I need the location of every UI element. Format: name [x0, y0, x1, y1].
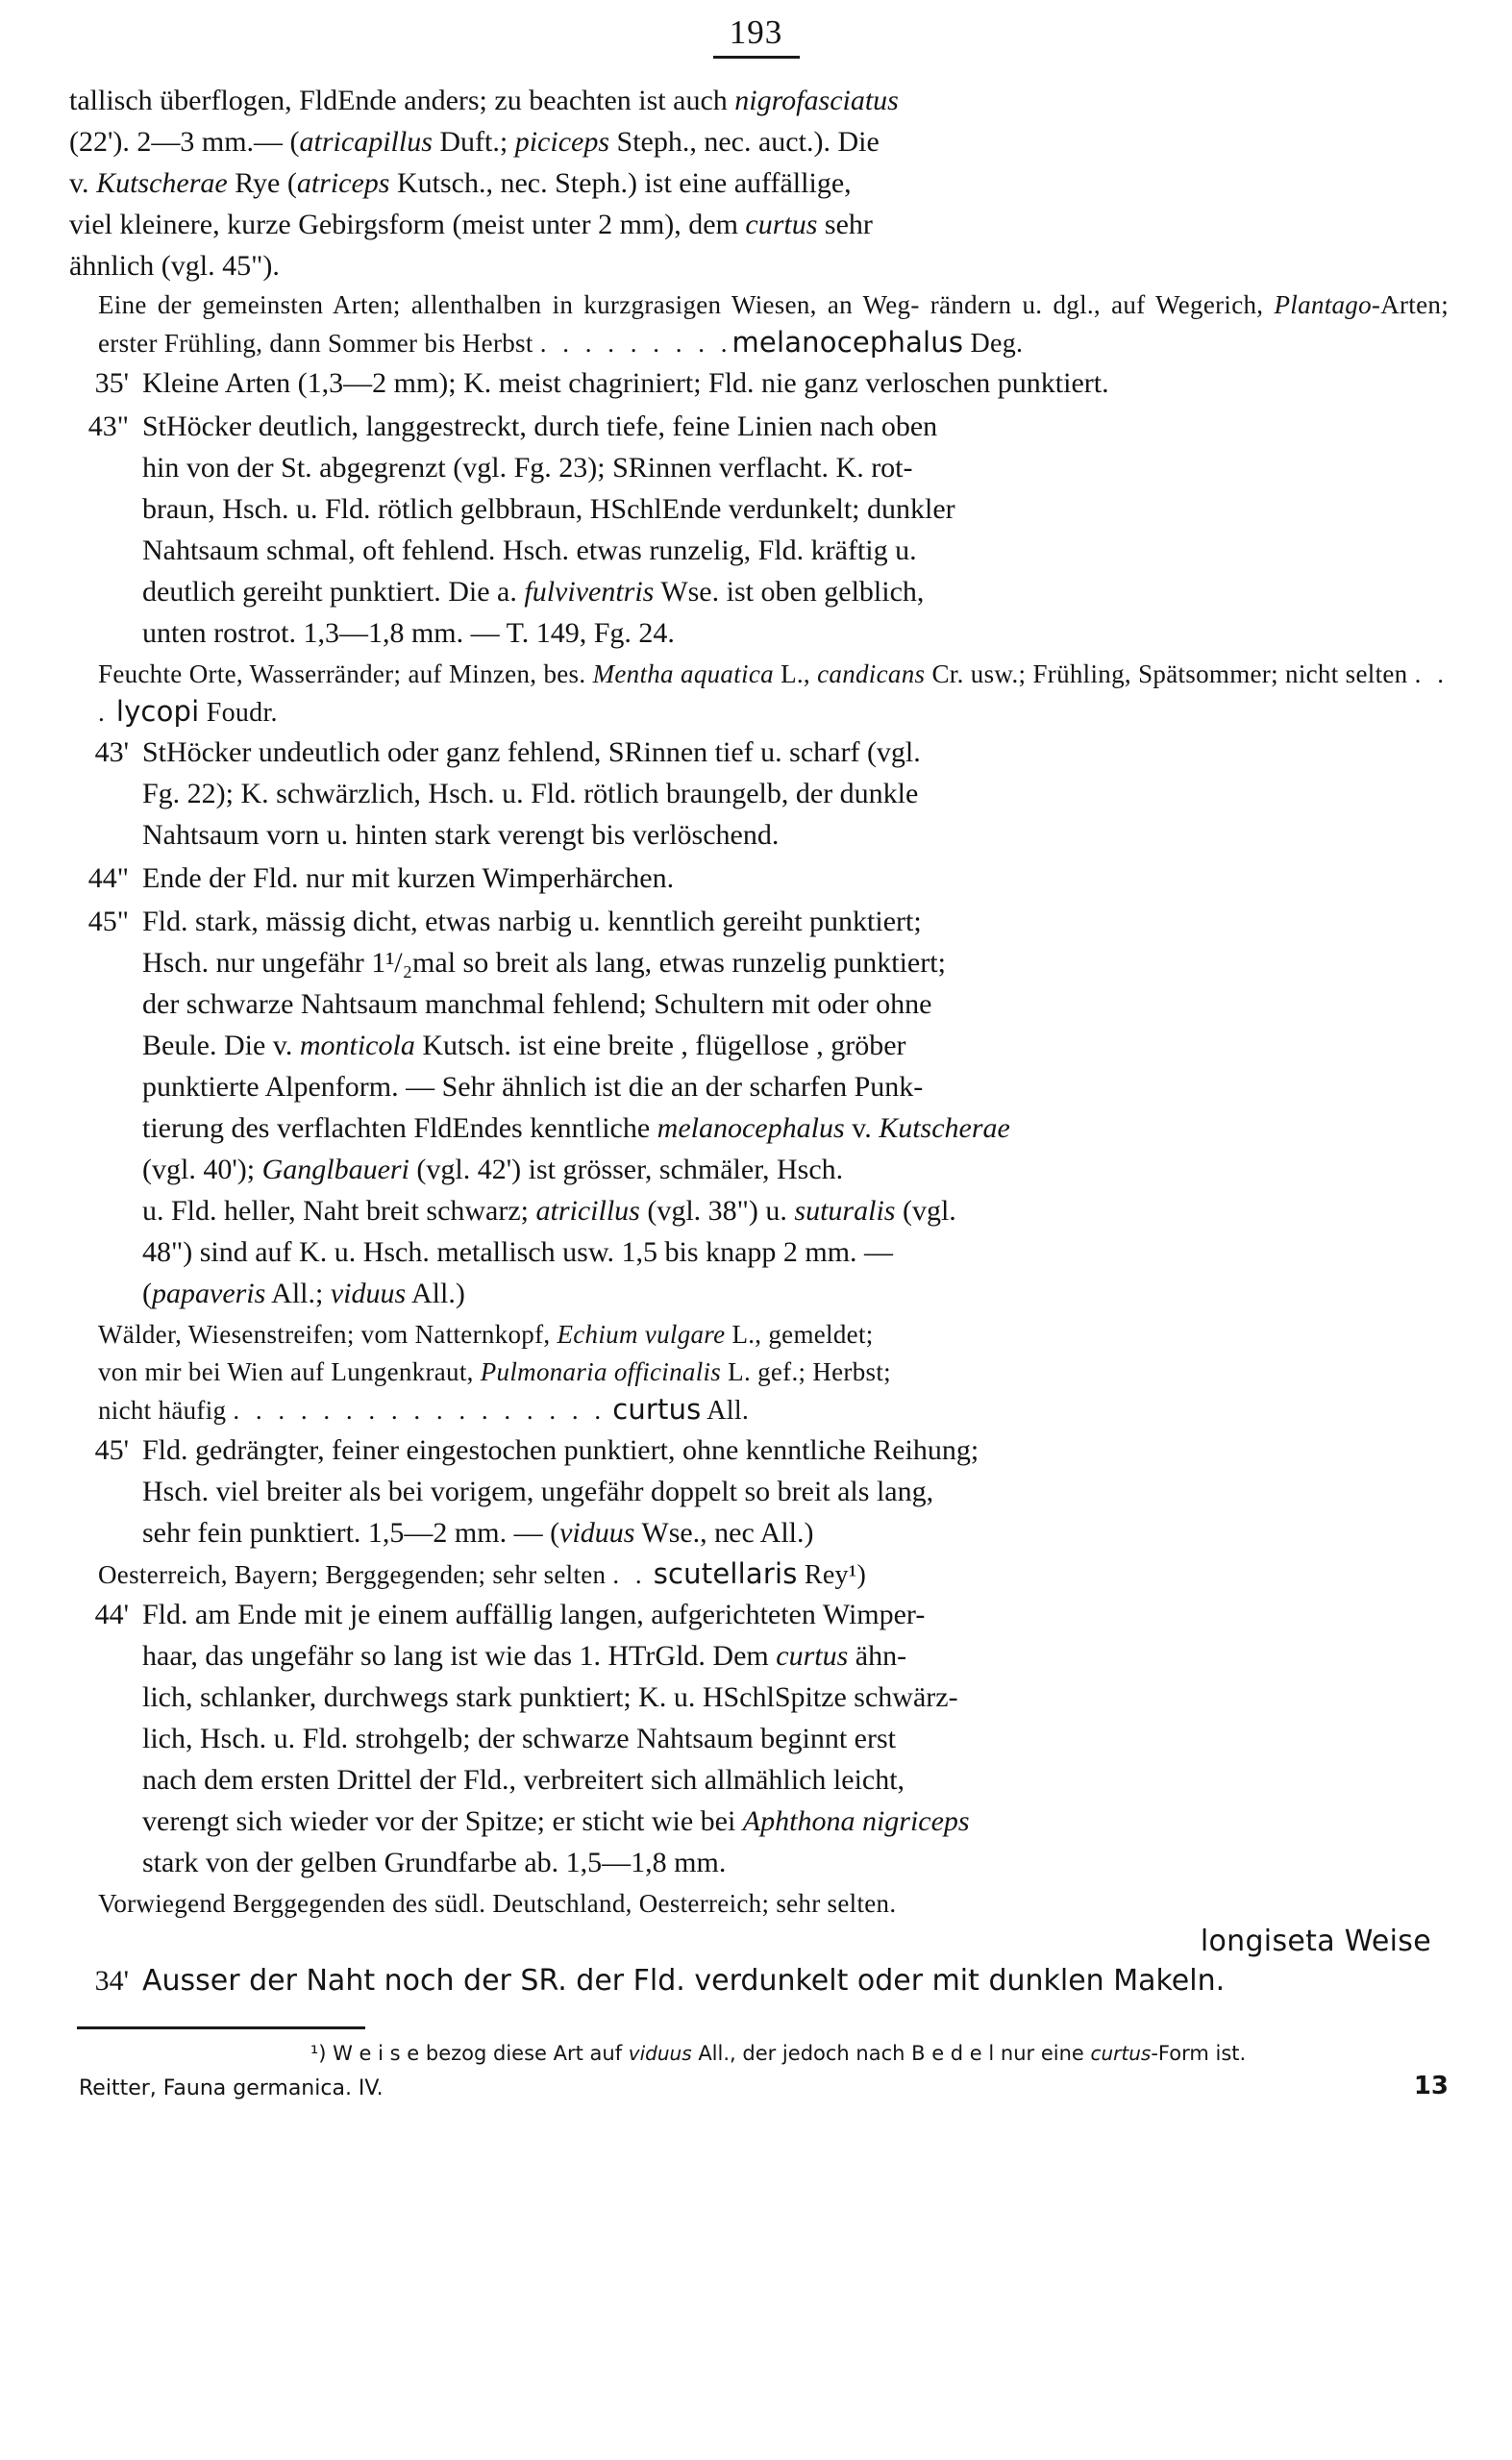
footnote-taxon-viduus: viduus [628, 2042, 692, 2065]
line-45dd-10b: All.; [265, 1278, 331, 1309]
line-45dd-4b: Kutsch. ist eine breite , flügellose , gröber [414, 1030, 906, 1061]
remark-curtus-b2: L. gef.; Herbst; [721, 1357, 891, 1386]
plant-echium-vulgare: Echium vulgare [557, 1320, 726, 1349]
footnote-marker: ¹) [310, 2042, 327, 2065]
opening-text-7: Kutsch., nec. Steph.) ist eine auffällige, [389, 167, 852, 199]
form-monticola: monticola [299, 1030, 415, 1061]
key-entry-45d [69, 1429, 1449, 1553]
line-43d-2: Fg. 22); K. schwärzlich, Hsch. u. Fld. rötlich braungelb, der dunkle [142, 778, 919, 809]
line-43dd-5b: Wse. ist oben gelblich, [654, 576, 925, 608]
remark-scutellaris-a: Oesterreich, Bayern; Berggegenden; sehr selten [98, 1560, 613, 1589]
opening-text-1: tallisch überflogen, FldEnde anders; zu beachten ist auch [69, 85, 735, 116]
key-body-35: Kleine Arten (1,3—2 mm); K. meist chagriniert; Fld. nie ganz verloschen punktiert. [142, 367, 1109, 399]
key-entry-43dd [69, 406, 1449, 654]
key-entry-44dd [69, 857, 1449, 899]
key-entry-44d [69, 1594, 1449, 1883]
remark-scutellaris [69, 1555, 1449, 1594]
line-43dd-4: Nahtsaum schmal, oft fehlend. Hsch. etwas runzelig, Fld. kräftig u. [142, 534, 917, 566]
footnote-text [69, 2039, 1449, 2068]
plant-plantago: Plantago [1274, 290, 1372, 319]
key-entry-45dd [69, 901, 1449, 1314]
plant-pulmonaria: Pulmonaria officinalis [480, 1357, 722, 1386]
remark-curtus-c: nicht häufig [98, 1396, 234, 1425]
leader-dots-2: . . . [98, 659, 1449, 727]
footer-source: Reitter, Fauna germanica. IV. [79, 2076, 384, 2100]
line-43dd-6: unten rostrot. 1,3—1,8 mm. — T. 149, Fg. 24. [142, 617, 675, 649]
species-longiseta-line [98, 1923, 1449, 1960]
line-44d-2b: ähn- [848, 1640, 907, 1672]
line-45dd-4a: Beule. Die v. [142, 1030, 300, 1061]
taxon-kutscherae-2: Kutscherae [879, 1112, 1010, 1144]
line-43dd-5a: deutlich gereiht punktiert. Die a. [142, 576, 525, 608]
line-44d-3: lich, schlanker, durchwegs stark punktiert; K. u. HSchlSpitze schwärz- [142, 1681, 958, 1713]
line-43dd-2: hin von der St. abgegrenzt (vgl. Fg. 23); SRinnen verflacht. K. rot- [142, 452, 913, 484]
key-body-45d [142, 1429, 1449, 1553]
key-label-43dd: 43" [87, 410, 129, 442]
line-44d-5: nach dem ersten Drittel der Fld., verbreitert sich allmählich leicht, [142, 1764, 905, 1796]
remark-longiseta-a: Vorwiegend Berggegenden des südl. Deutschland, Oesterreich; sehr selten. [98, 1889, 897, 1918]
page-header [0, 0, 1512, 59]
line-45d-3b: Wse., nec All.) [634, 1517, 814, 1549]
plant-mentha-aquatica: Mentha aquatica [592, 659, 774, 688]
taxon-melanocephalus-2: melanocephalus [657, 1112, 845, 1144]
remark-curtus-a2: L., gemeldet; [725, 1320, 874, 1349]
key-label-34d: 34' [94, 1965, 129, 1997]
remark-text-2: rändern u. dgl., auf Wegerich, [930, 290, 1275, 319]
footnote-c: -Form ist. [1151, 2042, 1247, 2065]
footer-line [69, 2072, 1449, 2100]
form-fulviventris: fulviventris [524, 576, 655, 608]
remark-lycopi-a: Feuchte Orte, Wasserränder; auf Minzen, bes. [98, 659, 593, 688]
remark-lycopi [69, 656, 1449, 732]
line-44d-4: lich, Hsch. u. Fld. strohgelb; der schwarze Nahtsaum beginnt erst [142, 1723, 896, 1754]
remark-longiseta [69, 1885, 1449, 1960]
taxon-atricillus: atricillus [535, 1195, 640, 1227]
line-45dd-2: Hsch. nur ungefähr 1¹/₂mal so breit als lang, etwas runzelig punktiert; [142, 947, 946, 979]
key-body-44dd: Ende der Fld. nur mit kurzen Wimperhärchen. [142, 862, 675, 894]
line-43dd-1: StHöcker deutlich, langgestreckt, durch tiefe, feine Linien nach oben [142, 410, 938, 442]
species-longiseta: longiseta [1200, 1925, 1335, 1958]
footnote-b: All., der jedoch nach B e d e l nur eine [691, 2042, 1091, 2065]
line-45dd-5: punktierte Alpenform. — Sehr ähnlich ist die an der scharfen Punk- [142, 1071, 924, 1103]
opening-text-4: Steph., nec. auct.). Die [609, 126, 880, 158]
key-label-43d: 43' [94, 736, 129, 768]
key-entry-43d [69, 732, 1449, 856]
remark-lycopi-a2: L., [773, 659, 818, 688]
opening-text-2: (22'). 2—3 mm.— ( [69, 126, 300, 158]
plant-candicans: candicans [817, 659, 926, 688]
line-45dd-10a: ( [142, 1278, 152, 1309]
line-45dd-10c: All.) [406, 1278, 465, 1309]
key-body-34d: Ausser der Naht noch der SR. der Fld. verdunkelt oder mit dunklen Makeln. [142, 1964, 1226, 1998]
opening-text-3: Duft.; [432, 126, 515, 158]
line-45dd-8b: (vgl. 38") u. [639, 1195, 795, 1227]
page-content [0, 59, 1512, 2001]
footnote-area [0, 2026, 1512, 2118]
taxon-atriceps: atriceps [296, 167, 390, 199]
taxon-viduus-2: viduus [559, 1517, 635, 1549]
line-45dd-8c: (vgl. [895, 1195, 956, 1227]
taxon-curtus-2: curtus [776, 1640, 849, 1672]
key-label-44d: 44' [94, 1599, 129, 1630]
footer-page-number: 13 [1413, 2072, 1449, 2100]
key-body-43dd [142, 406, 1449, 654]
key-label-45d: 45' [94, 1434, 129, 1466]
remark-curtus-b: von mir bei Wien auf Lungenkraut, [98, 1357, 481, 1386]
page-number: 193 [729, 13, 783, 51]
author-rey: Rey¹) [797, 1560, 867, 1590]
remark-text-1: Eine der gemeinsten Arten; allenthalben in kurzgrasigen Wiesen, an Weg- [98, 290, 920, 319]
opening-text-5: v. [69, 167, 97, 199]
taxon-viduus-1: viduus [330, 1278, 407, 1309]
remark-lycopi-b: Cr. usw.; Frühling, Spätsommer; nicht selten [925, 659, 1415, 688]
line-44d-7: stark von der gelben Grundfarbe ab. 1,5—1,8 mm. [142, 1847, 727, 1878]
line-45dd-3: der schwarze Nahtsaum manchmal fehlend; Schultern mit oder ohne [142, 988, 932, 1020]
remark-curtus [69, 1316, 1449, 1429]
line-45dd-7b: (vgl. 42') ist grösser, schmäler, Hsch. [409, 1154, 844, 1185]
taxon-suturalis: suturalis [794, 1195, 896, 1227]
line-45d-3a: sehr fein punktiert. 1,5—2 mm. — ( [142, 1517, 560, 1549]
opening-text-6: Rye ( [227, 167, 297, 199]
line-44d-1: Fld. am Ende mit je einem auffällig langen, aufgerichteten Wimper- [142, 1599, 926, 1630]
species-melanocephalus: melanocephalus [731, 326, 964, 359]
author-weise: Weise [1334, 1925, 1431, 1958]
taxon-atricapillus: atricapillus [299, 126, 433, 158]
species-scutellaris: scutellaris [653, 1557, 798, 1590]
remark-melanocephalus [69, 286, 1449, 362]
author-foudr: Foudr. [199, 698, 278, 728]
taxon-kutscherae: Kutscherae [96, 167, 228, 199]
opening-text-8: viel kleinere, kurze Gebirgsform (meist unter 2 mm), dem [69, 209, 746, 240]
taxon-ganglbaueri: Ganglbaueri [261, 1154, 409, 1185]
line-43d-3: Nahtsaum vorn u. hinten stark verengt bis verlöschend. [142, 819, 780, 851]
line-43d-1: StHöcker undeutlich oder ganz fehlend, SRinnen tief u. scharf (vgl. [142, 736, 921, 768]
key-entry-34d [69, 1960, 1449, 2001]
line-45dd-8a: u. Fld. heller, Naht breit schwarz; [142, 1195, 536, 1227]
taxon-aphthona-nigriceps: Aphthona nigriceps [742, 1805, 970, 1837]
footnote-a: W e i s e bezog diese Art auf [326, 2042, 629, 2065]
line-44d-2a: haar, das ungefähr so lang ist wie das 1. HTrGld. Dem [142, 1640, 777, 1672]
line-44d-6a: verengt sich wieder vor der Spitze; er sticht wie bei [142, 1805, 743, 1837]
leader-dots-4: . . [612, 1560, 647, 1589]
author-all: All. [701, 1396, 750, 1426]
key-body-43d [142, 732, 1449, 856]
footnote-rule [77, 2026, 365, 2029]
line-45dd-9: 48") sind auf K. u. Hsch. metallisch usw. 1,5 bis knapp 2 mm. — [142, 1236, 894, 1268]
line-45d-2: Hsch. viel breiter als bei vorigem, ungefähr doppelt so breit als lang, [142, 1476, 934, 1507]
author-deg: Deg. [963, 329, 1024, 359]
key-body-44d [142, 1594, 1449, 1883]
remark-text-3: -Arten; erster Frühling, dann Sommer bis Herbst [98, 290, 1449, 358]
footnote-taxon-curtus: curtus [1090, 2042, 1152, 2065]
leader-dots-1: . . . . . . . . . [539, 329, 732, 358]
key-label-35: 35' [94, 367, 129, 399]
opening-text-10: ähnlich (vgl. 45"). [69, 250, 280, 282]
key-body-45dd [142, 901, 1449, 1314]
key-label-45dd: 45" [87, 906, 129, 937]
species-curtus: curtus [612, 1393, 702, 1426]
opening-paragraph [69, 80, 1449, 286]
remark-curtus-a: Wälder, Wiesenstreifen; vom Natternkopf, [98, 1320, 558, 1349]
line-45dd-6b: v. [844, 1112, 880, 1144]
taxon-curtus-1: curtus [745, 209, 818, 240]
line-45dd-1: Fld. stark, mässig dicht, etwas narbig u. kenntlich gereiht punktiert; [142, 906, 922, 937]
line-45d-1: Fld. gedrängter, feiner eingestochen punktiert, ohne kenntliche Reihung; [142, 1434, 979, 1466]
opening-text-9: sehr [817, 209, 873, 240]
line-45dd-7a: (vgl. 40'); [142, 1154, 262, 1185]
taxon-nigrofasciatus: nigrofasciatus [734, 85, 899, 116]
species-lycopi: lycopi [115, 695, 200, 728]
key-entry-35 [69, 362, 1449, 404]
line-43dd-3: braun, Hsch. u. Fld. rötlich gelbbraun, HSchlEnde verdunkelt; dunkler [142, 493, 955, 525]
taxon-papaveris: papaveris [152, 1278, 266, 1309]
line-45dd-6a: tierung des verflachten FldEndes kenntliche [142, 1112, 657, 1144]
taxon-piciceps: piciceps [514, 126, 610, 158]
leader-dots-3: . . . . . . . . . . . . . . . . . [233, 1396, 607, 1425]
key-label-44dd: 44" [87, 862, 129, 894]
